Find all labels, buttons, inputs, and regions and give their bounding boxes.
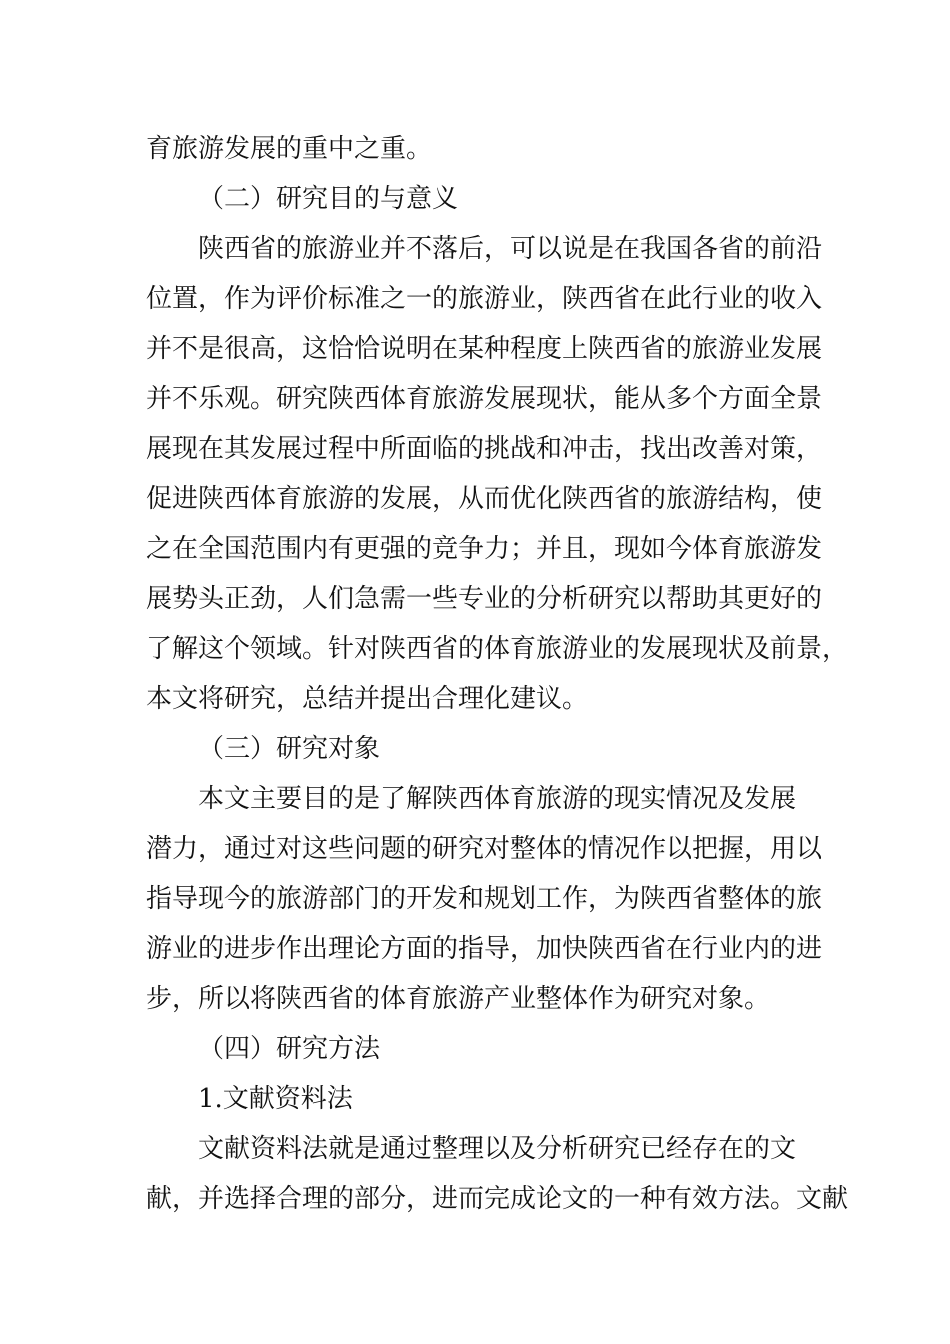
paragraph-line: 游业的进步作出理论方面的指导，加快陕西省在行业内的进 [146, 934, 823, 964]
paragraph-line: 步，所以将陕西省的体育旅游产业整体作为研究对象。 [146, 984, 771, 1014]
paragraph-line: 位置，作为评价标准之一的旅游业，陕西省在此行业的收入 [146, 284, 823, 314]
paragraph-line: 潜力，通过对这些问题的研究对整体的情况作以把握，用以 [146, 834, 823, 864]
paragraph-line: 本文主要目的是了解陕西体育旅游的现实情况及发展 [198, 784, 797, 814]
paragraph-line: 本文将研究，总结并提出合理化建议。 [146, 684, 589, 714]
section-heading-methods: （四）研究方法 [198, 1034, 381, 1064]
paragraph-line: 并不是很高，这恰恰说明在某种程度上陕西省的旅游业发展 [146, 334, 823, 364]
paragraph-line: 献，并选择合理的部分，进而完成论文的一种有效方法。文献 [146, 1184, 849, 1214]
paragraph-line: 育旅游发展的重中之重。 [146, 134, 433, 164]
paragraph-line: 陕西省的旅游业并不落后，可以说是在我国各省的前沿 [198, 234, 823, 264]
paragraph-line: 了解这个领域。针对陕西省的体育旅游业的发展现状及前景， [146, 634, 849, 664]
paragraph-line: 促进陕西体育旅游的发展，从而优化陕西省的旅游结构，使 [146, 484, 823, 514]
paragraph-line: 指导现今的旅游部门的开发和规划工作，为陕西省整体的旅 [146, 884, 823, 914]
paragraph-line: 并不乐观。研究陕西体育旅游发展现状，能从多个方面全景 [146, 384, 823, 414]
paragraph-line: 展势头正劲，人们急需一些专业的分析研究以帮助其更好的 [146, 584, 823, 614]
subsection-heading-literature: 1.文献资料法 [198, 1084, 353, 1114]
paragraph-line: 之在全国范围内有更强的竞争力；并且，现如今体育旅游发 [146, 534, 823, 564]
section-heading-object: （三）研究对象 [198, 734, 381, 764]
section-heading-purpose: （二）研究目的与意义 [198, 184, 459, 214]
paragraph-line: 展现在其发展过程中所面临的挑战和冲击，找出改善对策， [146, 434, 823, 464]
paragraph-line: 文献资料法就是通过整理以及分析研究已经存在的文 [198, 1134, 797, 1164]
